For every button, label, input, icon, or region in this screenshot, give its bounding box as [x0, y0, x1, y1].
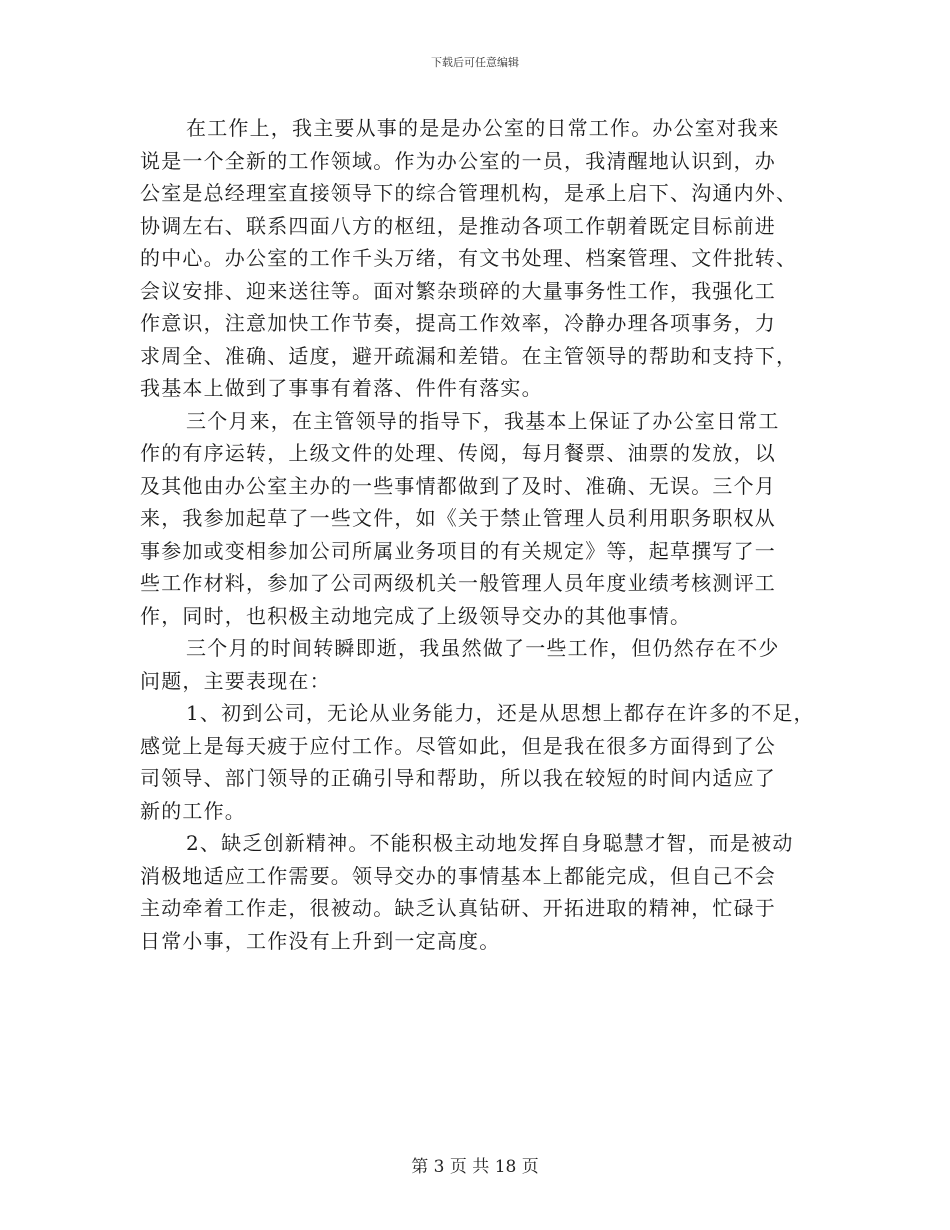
document-body — [140, 112, 820, 957]
text-line: 在工作上，我主要从事的是是办公室的日常工作。办公室对我来 — [186, 116, 780, 140]
text-line: 日常小事，工作没有上升到一定高度。 — [140, 928, 501, 953]
page-header: 下载后可任意编辑 — [431, 56, 519, 69]
paragraph-2 — [140, 405, 820, 633]
text-line: 说是一个全新的工作领域。作为办公室的一员，我清醒地认识到，办 — [140, 148, 776, 173]
text-line: 2、缺乏创新精神。不能积极主动地发挥自身聪慧才智，而是被动 — [186, 831, 794, 855]
text-line: 作，同时，也积极主动地完成了上级领导交办的其他事情。 — [140, 603, 692, 628]
text-line: 作意识，注意加快工作节奏，提高工作效率，冷静办理各项事务，力 — [140, 311, 776, 335]
text-line: 的中心。办公室的工作千头万绪，有文书处理、档案管理、文件批转、 — [140, 246, 798, 270]
text-line: 新的工作。 — [140, 798, 246, 823]
text-line: 会议安排、迎来送往等。面对繁杂琐碎的大量事务性工作，我强化工 — [140, 278, 776, 303]
paragraph-4 — [140, 697, 820, 827]
text-line: 事参加或变相参加公司所属业务项目的有关规定》等，起草撰写了一 — [140, 538, 776, 563]
text-line: 感觉上是每天疲于应付工作。尽管如此，但是我在很多方面得到了公 — [140, 733, 776, 758]
text-line: 些工作材料，参加了公司两级机关一般管理人员年度业绩考核测评工 — [140, 571, 776, 595]
text-line: 协调左右、联系四面八方的枢纽，是推动各项工作朝着既定目标前进 — [140, 213, 776, 238]
paragraph-5 — [140, 827, 820, 957]
text-line: 作的有序运转，上级文件的处理、传阅，每月餐票、油票的发放，以 — [140, 441, 776, 465]
text-line: 来，我参加起草了一些文件，如《关于禁止管理人员利用职务职权从 — [140, 506, 776, 530]
text-line: 及其他由办公室主办的一些事情都做到了及时、准确、无误。三个月 — [140, 473, 776, 498]
text-line: 主动牵着工作走，很被动。缺乏认真钻研、开拓进取的精神，忙碌于 — [140, 896, 776, 920]
text-line: 求周全、准确、适度，避开疏漏和差错。在主管领导的帮助和支持下， — [140, 343, 798, 368]
text-line: 问题，主要表现在： — [140, 668, 331, 693]
text-line: 我基本上做到了事事有着落、件件有落实。 — [140, 376, 543, 400]
text-line: 三个月的时间转瞬即逝，我虽然做了一些工作，但仍然存在不少 — [186, 636, 780, 660]
text-line: 1、初到公司，无论从业务能力，还是从思想上都存在许多的不足， — [186, 701, 815, 725]
text-line: 三个月来，在主管领导的指导下，我基本上保证了办公室日常工 — [186, 408, 780, 433]
page-number-footer: 第 3 页 共 18 页 — [411, 1157, 539, 1177]
paragraph-3 — [140, 632, 820, 697]
text-line: 消极地适应工作需要。领导交办的事情基本上都能完成，但自己不会 — [140, 863, 776, 888]
paragraph-1 — [140, 112, 820, 405]
text-line: 司领导、部门领导的正确引导和帮助，所以我在较短的时间内适应了 — [140, 766, 776, 790]
text-line: 公室是总经理室直接领导下的综合管理机构，是承上启下、沟通内外、 — [140, 181, 798, 205]
